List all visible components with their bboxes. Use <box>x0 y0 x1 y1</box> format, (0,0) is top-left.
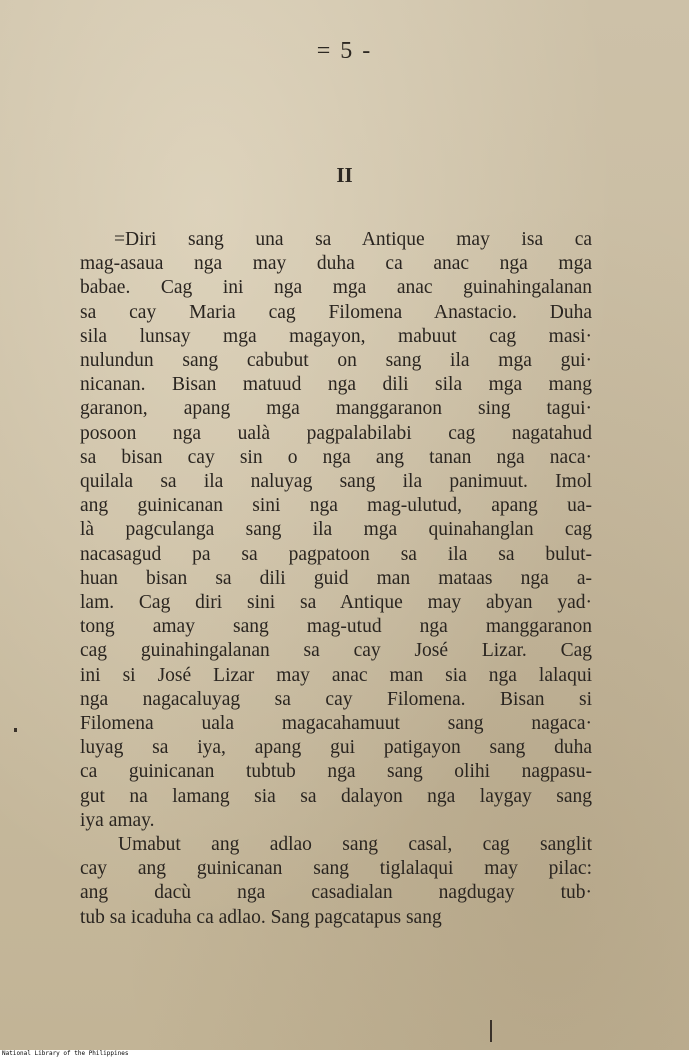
ink-speck <box>14 728 17 732</box>
text-line: lam. Cag diri sini sa Antique may abyan yad· <box>80 592 592 614</box>
text-line: nulundun sang cabubut on sang ila mga gui· <box>80 350 592 372</box>
text-line: ca guinicanan tubtub nga sang olihi nagpasu- <box>80 761 592 783</box>
text-line: garanon, apang mga manggaranon sing tagui· <box>80 398 592 420</box>
page-number: = 5 - <box>316 38 373 64</box>
text-line: sa bisan cay sin o nga ang tanan nga naca· <box>80 446 592 468</box>
text-line: là pagculanga sang ila mga quinahanglan cag <box>80 519 592 541</box>
text-line: ini si José Lizar may anac man sia nga lalaqui <box>80 664 592 686</box>
text-line: sa cay Maria cag Filomena Anastacio. Duha <box>80 301 592 323</box>
text-line: iya amay. <box>80 809 155 831</box>
text-line: mag-asaua nga may duha ca anac nga mga <box>80 253 592 275</box>
body-text <box>80 228 592 930</box>
text-line: quilala sa ila naluyag sang ila panimuut. Imol <box>80 471 592 493</box>
text-line: ang guinicanan sini nga mag-ulutud, apang ua- <box>80 495 592 517</box>
text-line: cag guinahingalanan sa cay José Lizar. Cag <box>80 640 592 662</box>
text-line: nicanan. Bisan matuud nga dili sila mga mang <box>80 374 592 396</box>
text-line: huan bisan sa dili guid man mataas nga a- <box>80 567 592 589</box>
text-line: cay ang guinicanan sang tiglalaqui may pilac: <box>80 858 592 880</box>
chapter-heading: II <box>336 163 353 187</box>
text-line: Umabut ang adlao sang casal, cag sanglit <box>118 834 592 856</box>
text-line: nacasagud pa sa pagpatoon sa ila sa bulut- <box>80 543 592 565</box>
text-line: ang dacù nga casadialan nagdugay tub· <box>80 882 592 904</box>
text-line: luyag sa iya, apang gui patigayon sang duha <box>80 737 592 759</box>
text-line: babae. Cag ini nga mga anac guinahingalanan <box>80 277 592 299</box>
text-line: posoon nga ualà pagpalabilabi cag nagatahud <box>80 422 592 444</box>
text-line: gut na lamang sia sa dalayon nga laygay sang <box>80 785 592 807</box>
text-line: =Diri sang una sa Antique may isa ca <box>114 229 592 250</box>
footer-credit: National Library of the Philippines <box>0 1050 689 1058</box>
ink-speck <box>490 1020 492 1042</box>
text-line: nga nagacaluyag sa cay Filomena. Bisan si <box>80 688 592 710</box>
text-line: sila lunsay mga magayon, mabuut cag masi· <box>80 325 592 347</box>
text-line: tub sa icaduha ca adlao. Sang pagcatapus sang <box>80 906 442 928</box>
text-line: Filomena uala magacahamuut sang nagaca· <box>80 713 592 735</box>
text-line: tong amay sang mag-utud nga manggaranon <box>80 616 592 638</box>
